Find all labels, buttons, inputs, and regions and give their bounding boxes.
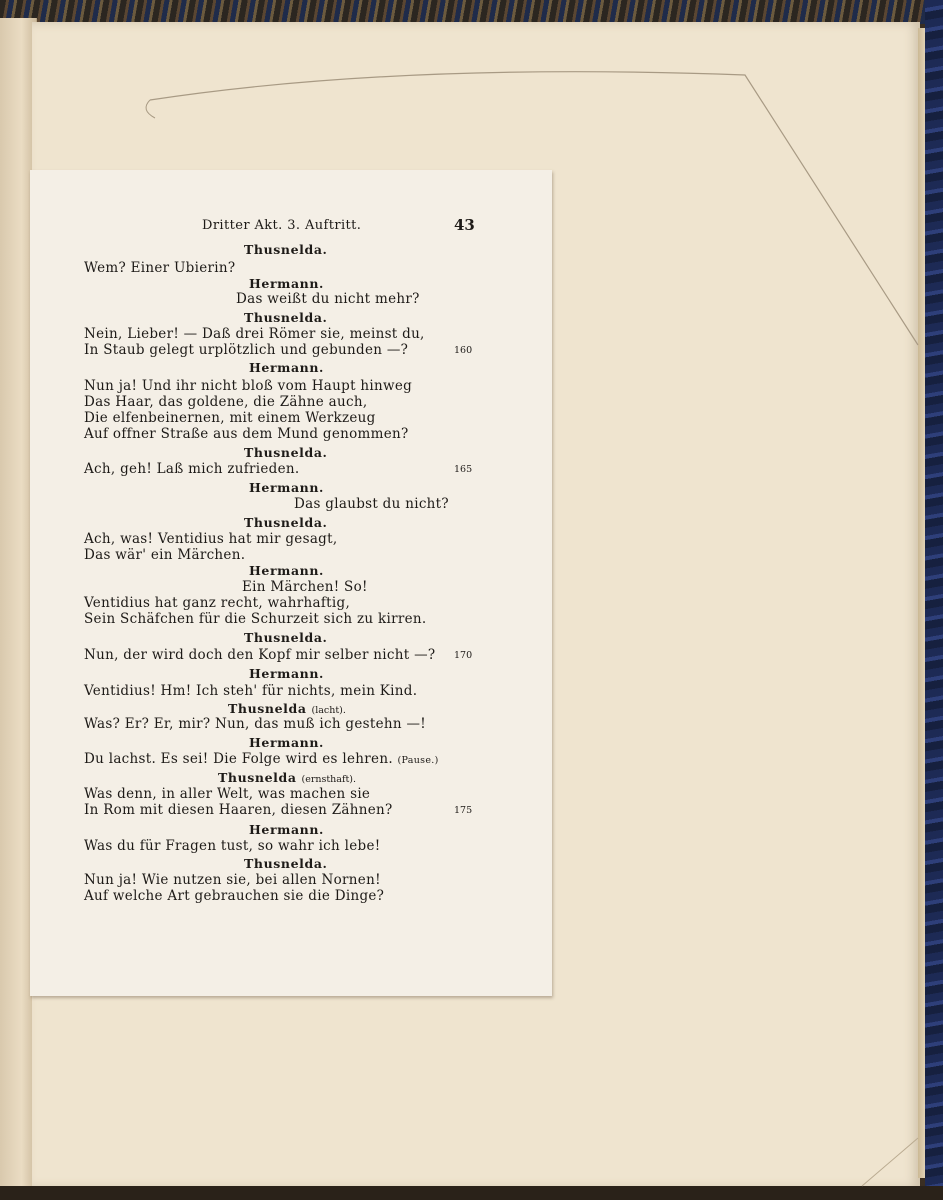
speaker-label: Hermann.: [249, 735, 325, 750]
speaker-name: [249, 276, 324, 291]
verse-text: Das weißt du nicht mehr?: [236, 291, 420, 307]
speaker-label: Thusnelda.: [244, 242, 328, 257]
speaker-name: [249, 735, 324, 750]
speaker-name: [244, 515, 328, 530]
speaker-label: Hermann.: [249, 480, 325, 495]
verse-text: Du lachst. Es sei! Die Folge wird es lehren.: [84, 751, 393, 767]
verse-line: [84, 683, 417, 699]
verse-line: [84, 595, 350, 611]
speaker-label: Hermann.: [249, 666, 325, 681]
speaker-label: Thusnelda.: [244, 856, 328, 871]
verse-line: [294, 496, 449, 512]
verse-line: [84, 326, 425, 342]
verse-line: [84, 547, 245, 563]
speaker-name: [249, 822, 324, 837]
line-number: 170: [454, 650, 473, 661]
verse-line: [236, 291, 420, 307]
book-cover-top: [0, 0, 943, 24]
running-title: Dritter Akt. 3. Auftritt.: [202, 218, 362, 233]
verse-line: [84, 260, 235, 276]
verse-line: [84, 802, 393, 818]
verse-text: Was? Er? Er, mir? Nun, das muß ich gestehn —!: [84, 716, 426, 732]
verse-line: [84, 888, 384, 904]
verse-line: [84, 461, 300, 477]
verse-text: Ach, geh! Laß mich zufrieden.: [84, 461, 300, 477]
verse-line: [84, 426, 409, 442]
book-cover-right: [925, 0, 943, 1200]
speaker-label: Thusnelda.: [244, 445, 328, 460]
verse-text: Die elfenbeinernen, mit einem Werkzeug: [84, 410, 376, 426]
stage-direction: (lacht).: [311, 705, 346, 716]
speaker-name: [249, 360, 324, 375]
verse-line: [242, 579, 368, 595]
line-number: 165: [454, 464, 473, 475]
verse-text: Auf offner Straße aus dem Mund genommen?: [84, 426, 409, 442]
speaker-name: [249, 480, 324, 495]
speaker-name: [218, 770, 356, 785]
speaker-label: Thusnelda.: [244, 310, 328, 325]
verse-text: Das glaubst du nicht?: [294, 496, 449, 512]
verse-text: Ventidius! Hm! Ich steh' für nichts, mein Kind.: [84, 683, 418, 699]
verse-text: Nun ja! Wie nutzen sie, bei allen Nornen!: [84, 872, 381, 888]
verse-line: [84, 647, 435, 663]
verse-text: Das wär' ein Märchen.: [84, 547, 246, 563]
speaker-label: Hermann.: [249, 563, 325, 578]
verse-line: [84, 611, 426, 627]
verse-line: [84, 716, 426, 732]
speaker-label: Thusnelda.: [244, 515, 328, 530]
speaker-label: Thusnelda: [228, 701, 307, 716]
verse-text: Nun, der wird doch den Kopf mir selber nicht —?: [84, 647, 436, 663]
verse-text: Sein Schäfchen für die Schurzeit sich zu kirren.: [84, 611, 427, 627]
speaker-name: [244, 630, 328, 645]
verse-text: Auf welche Art gebrauchen sie die Dinge?: [84, 888, 385, 904]
speaker-label: Hermann.: [249, 360, 325, 375]
verse-text: Ein Märchen! So!: [242, 579, 368, 595]
speaker-name: [249, 563, 324, 578]
page-header: [30, 218, 552, 238]
speaker-name: [244, 445, 328, 460]
verse-text: Ventidius hat ganz recht, wahrhaftig,: [84, 595, 351, 611]
verse-line: [84, 786, 370, 802]
line-number: 175: [454, 805, 473, 816]
speaker-name: [249, 666, 324, 681]
speaker-label: Hermann.: [249, 822, 325, 837]
verse-line: [84, 531, 337, 547]
verse-text: Was du für Fragen tust, so wahr ich lebe!: [84, 838, 381, 854]
verse-text: In Rom mit diesen Haaren, diesen Zähnen?: [84, 802, 393, 818]
line-number: 160: [454, 345, 473, 356]
verse-text: Nun ja! Und ihr nicht bloß vom Haupt hinweg: [84, 378, 413, 394]
verse-line: [84, 394, 367, 410]
speaker-name: [228, 701, 346, 716]
verse-line: [84, 838, 381, 854]
speaker-label: Thusnelda: [218, 770, 297, 785]
page-number: 43: [454, 216, 475, 234]
speaker-label: Hermann.: [249, 276, 325, 291]
verse-text: Was denn, in aller Welt, was machen sie: [84, 786, 371, 802]
stage-direction: (Pause.): [397, 755, 439, 766]
verse-line: [84, 410, 376, 426]
verse-line: [84, 751, 439, 767]
verse-line: [84, 378, 412, 394]
verse-line: [84, 342, 408, 358]
stage-direction: (ernsthaft).: [301, 774, 357, 785]
speaker-label: Thusnelda.: [244, 630, 328, 645]
verse-line: [84, 872, 381, 888]
verse-text: Das Haar, das goldene, die Zähne auch,: [84, 394, 368, 410]
verse-text: In Staub gelegt urplötzlich und gebunden —?: [84, 342, 409, 358]
verse-text: Wem? Einer Ubierin?: [84, 260, 236, 276]
verse-text: Ach, was! Ventidius hat mir gesagt,: [84, 531, 338, 547]
speaker-name: [244, 856, 328, 871]
speaker-name: [244, 242, 328, 257]
verse-text: Nein, Lieber! — Daß drei Römer sie, meinst du,: [84, 326, 425, 342]
printed-page: [30, 170, 552, 996]
book-cover-bottom: [0, 1186, 943, 1200]
speaker-name: [244, 310, 328, 325]
